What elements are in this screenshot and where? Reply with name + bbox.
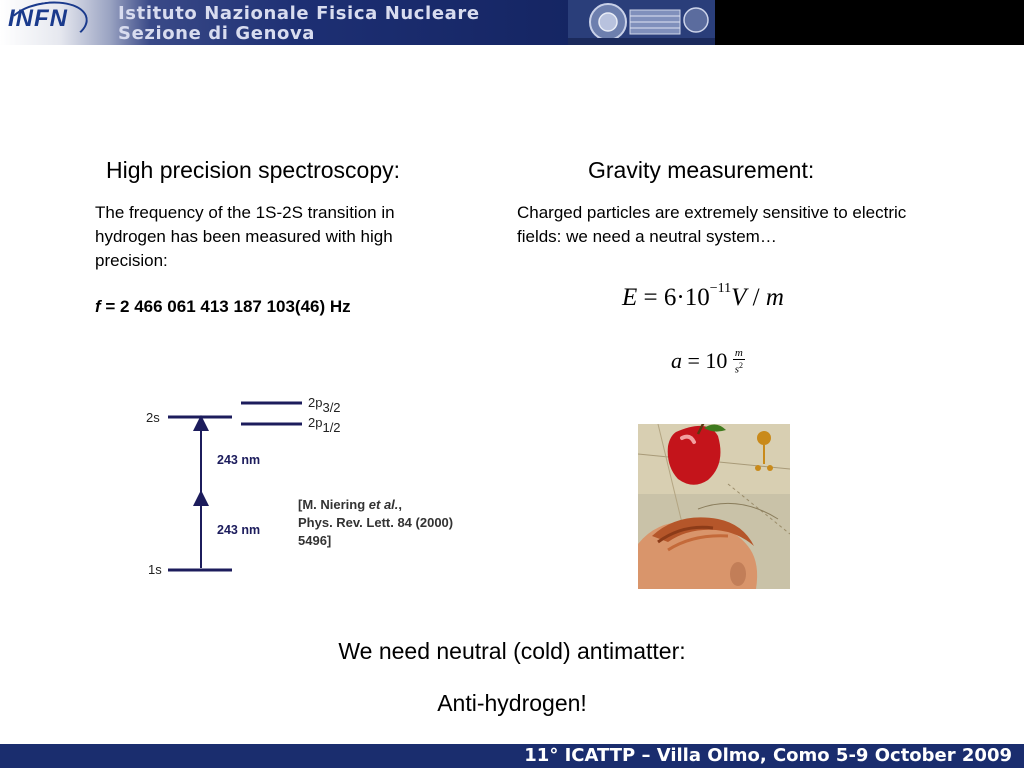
reference-citation xyxy=(298,496,478,550)
detector-image xyxy=(568,0,715,45)
frequency-value xyxy=(95,297,351,317)
formula2-equals: = xyxy=(687,348,700,373)
formula-ten: 10 xyxy=(684,284,710,311)
label-2s: 2s xyxy=(146,410,160,425)
formula2-numerator: m xyxy=(734,346,743,359)
conference-info: 11° ICATTP – Villa Olmo, Como 5-9 October 2009 xyxy=(524,745,1012,766)
formula-dot: · xyxy=(676,284,685,311)
spectroscopy-text: The frequency of the 1S-2S transition in hydrogen has been measured with high precision: xyxy=(95,203,395,270)
formula-e: E xyxy=(622,284,638,311)
formula2-denominator xyxy=(733,360,745,376)
wavelength-label-upper: 243 nm xyxy=(217,453,261,467)
footer-banner xyxy=(0,744,1024,768)
wavelength-label-lower: 243 nm xyxy=(217,523,261,537)
formula2-fraction xyxy=(733,347,745,376)
header-banner xyxy=(0,0,1024,45)
infn-logo: INFN xyxy=(8,5,68,32)
energy-level-diagram xyxy=(140,390,360,580)
label-2p12-main: 2p xyxy=(308,415,323,430)
reference-comma: , xyxy=(398,497,403,512)
gravity-title: Gravity measurement: xyxy=(588,157,815,183)
label-2p32-main: 2p xyxy=(308,395,323,410)
newton-apple-illustration xyxy=(638,424,790,589)
formula-m: m xyxy=(765,284,784,311)
frequency-number: = 2 466 061 413 187 103(46) Hz xyxy=(100,297,351,316)
formula-exponent: −11 xyxy=(709,280,732,296)
electric-field-formula xyxy=(622,280,784,312)
formula-six: 6 xyxy=(663,284,677,311)
reference-journal: Phys. Rev. Lett. 84 (2000) 5496] xyxy=(298,515,454,548)
conclusion-line: We need neutral (cold) antimatter: xyxy=(338,638,686,664)
reference-author: [M. Niering xyxy=(298,497,369,512)
label-2p12-sub: 1/2 xyxy=(322,420,341,435)
anti-hydrogen-line: Anti-hydrogen! xyxy=(437,690,587,716)
gravity-text: Charged particles are extremely sensitive to electric fields: we need a neutral system… xyxy=(517,203,907,246)
spectroscopy-title: High precision spectroscopy: xyxy=(106,157,401,183)
label-2p32-sub: 3/2 xyxy=(322,400,341,415)
formula-slash: / xyxy=(746,284,766,311)
formula-equals: = xyxy=(643,284,658,311)
formula2-ten: 10 xyxy=(705,348,728,373)
frequency-symbol: f xyxy=(95,297,101,316)
acceleration-formula xyxy=(671,348,745,377)
formula-a: a xyxy=(671,348,682,373)
label-2p32 xyxy=(308,395,341,415)
section-name: Sezione di Genova xyxy=(118,23,316,44)
institute-name: Istituto Nazionale Fisica Nucleare xyxy=(118,3,480,24)
formula2-den-s: s xyxy=(734,363,740,376)
label-1s: 1s xyxy=(148,562,162,577)
reference-etal: et al. xyxy=(368,497,399,512)
label-2p12 xyxy=(308,415,341,435)
formula2-den-exp: 2 xyxy=(739,360,744,370)
formula-v: V xyxy=(731,284,747,311)
